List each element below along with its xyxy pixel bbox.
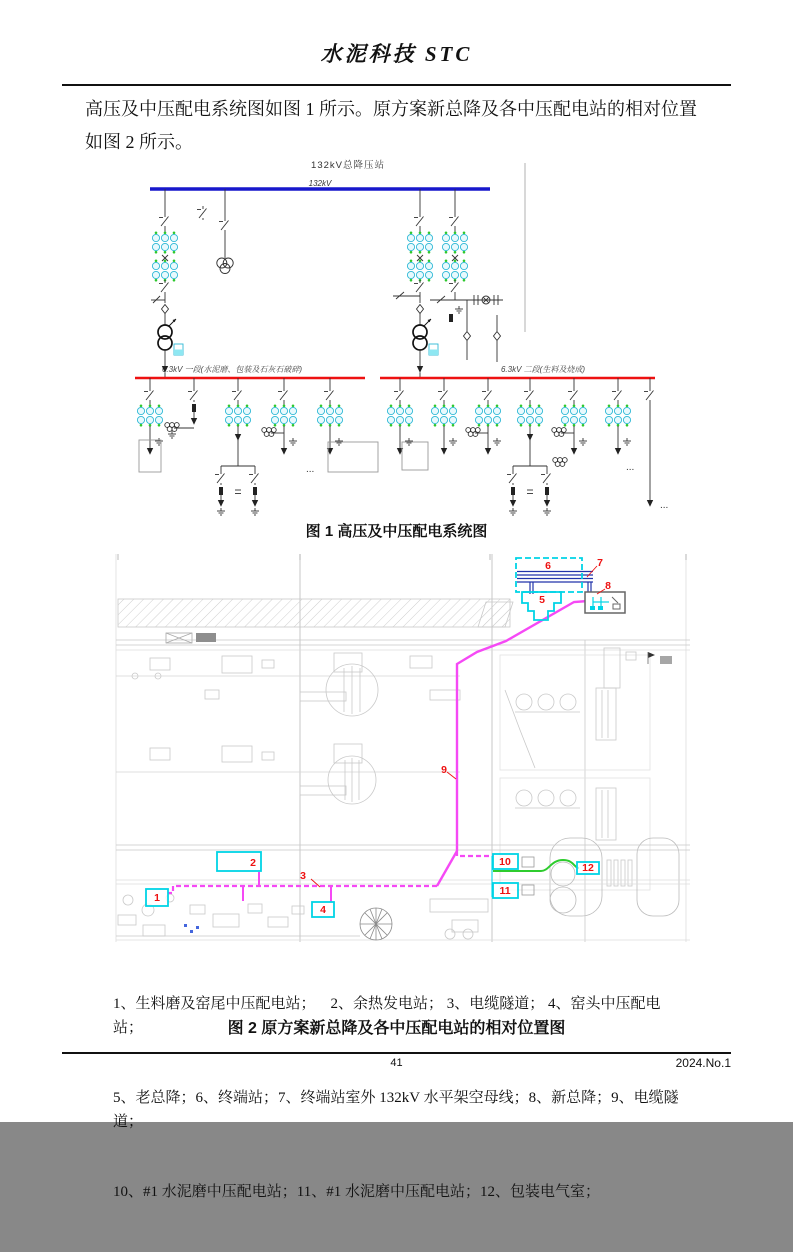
marker-12: 12 xyxy=(582,862,594,874)
marker-9: 9 xyxy=(441,764,447,776)
figure2-site-plan xyxy=(108,548,692,948)
figure1-caption: 图 1 高压及中压配电系统图 xyxy=(305,523,488,540)
mv-bus1-label: 6.3kV 一段(水泥磨、包装及石灰石破碎) xyxy=(161,365,303,374)
marker-5: 5 xyxy=(539,594,545,606)
marker-10: 10 xyxy=(499,856,511,868)
marker-7: 7 xyxy=(597,557,603,569)
figure2-caption: 图 2 原方案新总降及各中压配电站的相对位置图 xyxy=(227,1020,566,1037)
hv-pt-bay xyxy=(217,189,233,274)
page-title: 水泥科技 STC xyxy=(320,42,473,66)
marker-2: 2 xyxy=(250,857,256,869)
footer-rule xyxy=(62,1052,731,1054)
marker-1: 1 xyxy=(154,892,160,904)
figure1-single-line-diagram xyxy=(100,148,710,523)
hv-station-title: 132kV总降压站 xyxy=(311,160,385,171)
marker-3: 3 xyxy=(300,870,306,882)
marker-11: 11 xyxy=(499,885,511,897)
new-substation-box-8 xyxy=(585,592,625,613)
body-line-2: 如图 2 所示。 xyxy=(85,132,193,152)
ellipsis-1: ... xyxy=(306,464,315,475)
mv-bus2-label: 6.3kV 二段(生料及烧成) xyxy=(500,365,586,374)
ellipsis-2: ... xyxy=(626,462,635,473)
hv-transformer-bay-2 xyxy=(407,189,438,378)
marker-4: 4 xyxy=(320,904,326,916)
header-rule xyxy=(62,84,731,86)
legend-line-1: 1、生料磨及窑尾中压配电站； 2、余热发电站； 3、电缆隧道； 4、窑头中压配电站； xyxy=(113,996,661,1036)
fan-circle xyxy=(360,908,392,940)
hv-bus-label: 132kV xyxy=(308,179,332,188)
marker-6: 6 xyxy=(545,560,551,572)
mv-feeders xyxy=(137,378,653,515)
ellipsis-3: ... xyxy=(660,500,669,511)
hv-aux-bay xyxy=(430,189,503,362)
legend-line-2: 5、老总降；6、终端站；7、终端站室外 132kV 水平架空母线；8、新总降；9、电缆隧道； xyxy=(113,1090,679,1130)
legend-line-3: 10、#1 水泥磨中压配电站；11、#1 水泥磨中压配电站；12、包装电气室； xyxy=(113,1184,600,1200)
hv-transformer-bay-1 xyxy=(152,189,183,378)
page-number: 41 xyxy=(390,1057,403,1069)
figure2-legend xyxy=(113,946,688,1252)
marker-8: 8 xyxy=(605,580,611,592)
body-line-1: 高压及中压配电系统图如图 1 所示。原方案新总降及各中压配电站的相对位置 xyxy=(85,99,697,119)
issue-label: 2024.No.1 xyxy=(675,1056,731,1070)
